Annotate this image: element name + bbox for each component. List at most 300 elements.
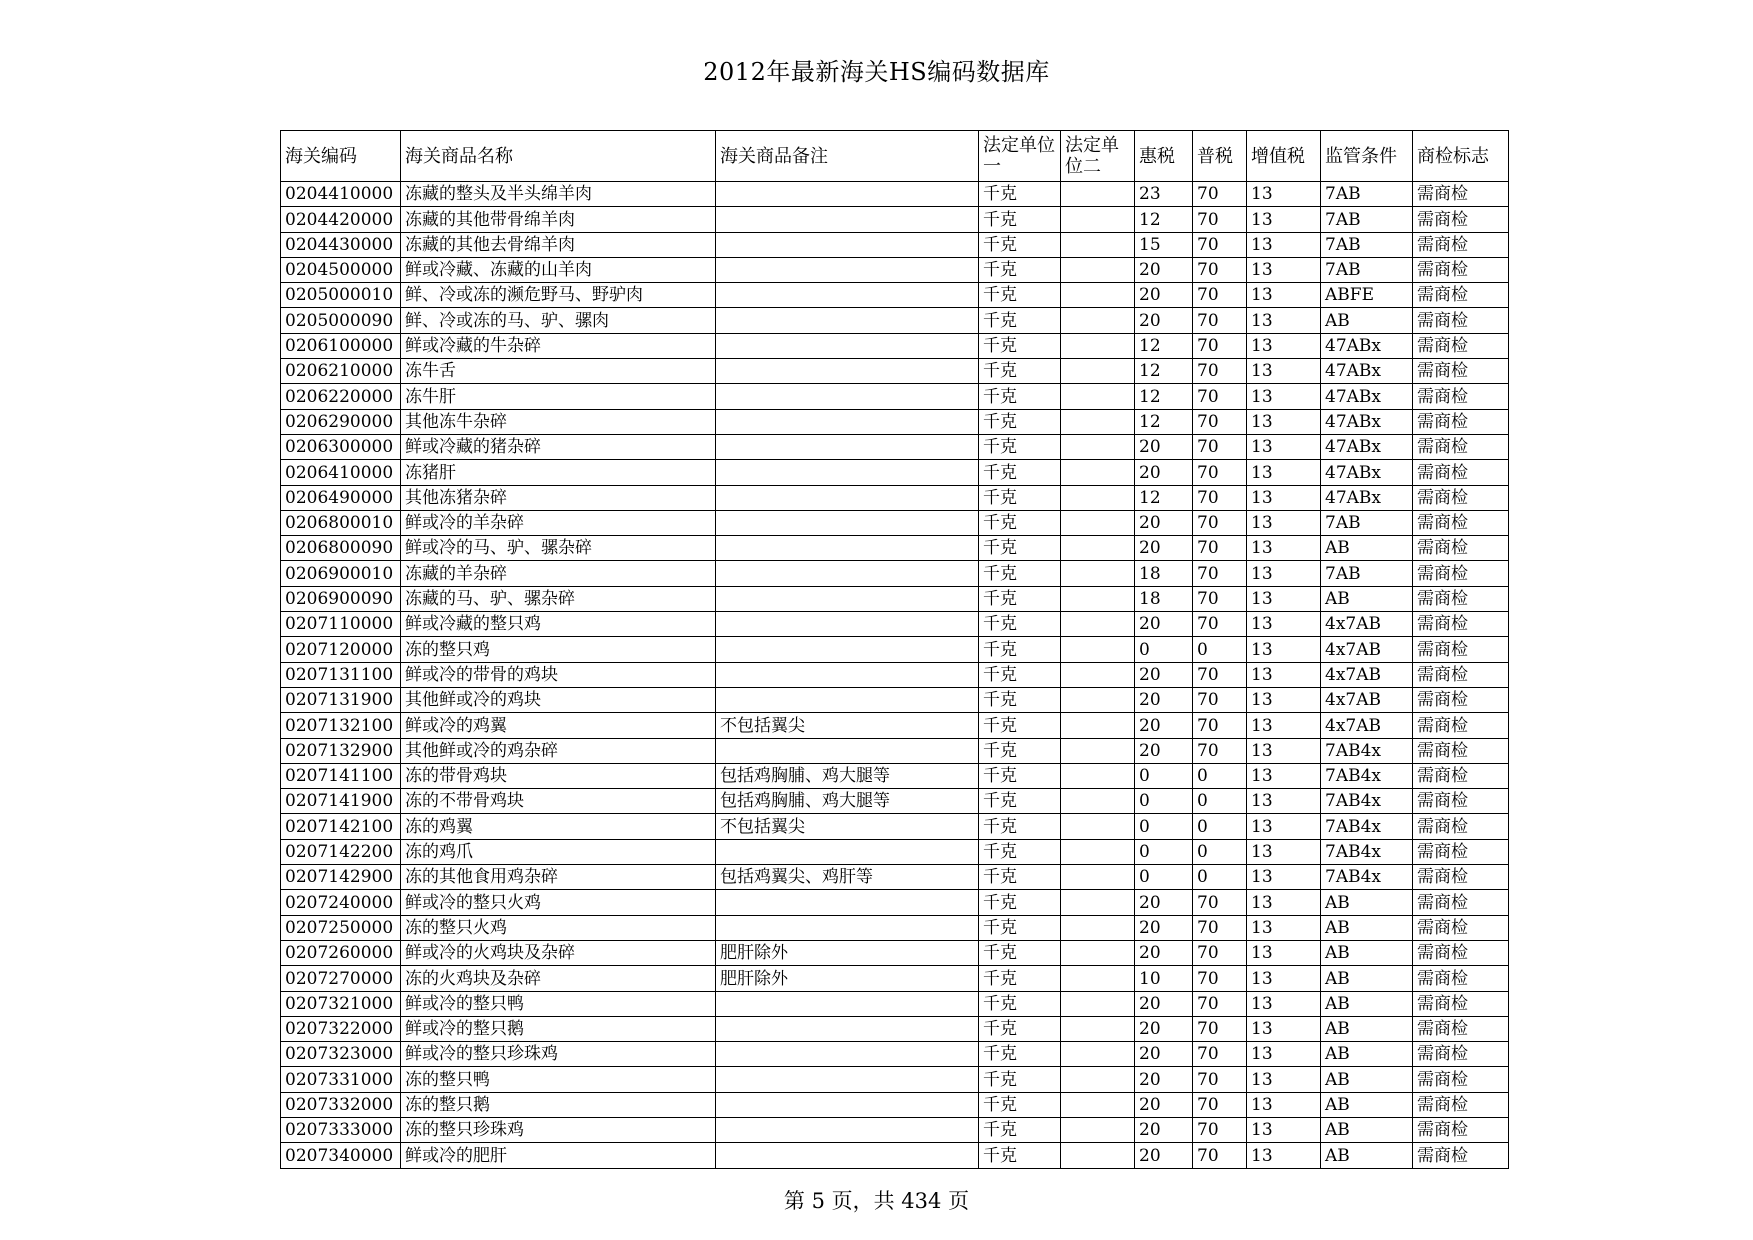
cell-hs-code: 0207132900 [281,738,401,763]
cell-product-name: 其他鲜或冷的鸡块 [401,687,716,712]
cell-product-note [716,409,979,434]
cell-inspection-flag: 需商检 [1413,763,1509,788]
cell-vat: 13 [1247,865,1321,890]
cell-unit-two [1061,434,1135,459]
table-row [281,687,1509,712]
table-row [281,510,1509,535]
cell-general-tax: 70 [1193,890,1247,915]
header-product-name: 海关商品名称 [401,131,716,182]
cell-preferential-tax: 20 [1135,257,1193,282]
cell-general-tax: 70 [1193,966,1247,991]
cell-supervision-conditions: AB [1321,991,1413,1016]
cell-inspection-flag: 需商检 [1413,940,1509,965]
cell-preferential-tax: 12 [1135,207,1193,232]
cell-product-note [716,257,979,282]
table-row [281,333,1509,358]
cell-vat: 13 [1247,1067,1321,1092]
cell-vat: 13 [1247,637,1321,662]
cell-hs-code: 0207110000 [281,612,401,637]
cell-product-name: 鲜、冷或冻的马、驴、骡肉 [401,308,716,333]
cell-vat: 13 [1247,890,1321,915]
cell-preferential-tax: 0 [1135,789,1193,814]
cell-unit-two [1061,839,1135,864]
cell-vat: 13 [1247,409,1321,434]
cell-hs-code: 0207132100 [281,713,401,738]
cell-product-name: 冻的鸡爪 [401,839,716,864]
cell-inspection-flag: 需商检 [1413,586,1509,611]
cell-product-note [716,232,979,257]
table-row [281,789,1509,814]
cell-vat: 13 [1247,713,1321,738]
cell-unit-two [1061,738,1135,763]
cell-general-tax: 70 [1193,1143,1247,1168]
cell-product-note [716,434,979,459]
cell-inspection-flag: 需商检 [1413,890,1509,915]
cell-preferential-tax: 10 [1135,966,1193,991]
header-preferential-tax: 惠税 [1135,131,1193,182]
cell-product-note [716,662,979,687]
cell-inspection-flag: 需商检 [1413,561,1509,586]
header-unit-one: 法定单位一 [979,131,1061,182]
cell-supervision-conditions: ABFE [1321,283,1413,308]
cell-product-name: 鲜或冷的整只鸭 [401,991,716,1016]
cell-hs-code: 0207332000 [281,1092,401,1117]
cell-preferential-tax: 0 [1135,814,1193,839]
cell-vat: 13 [1247,1042,1321,1067]
cell-inspection-flag: 需商检 [1413,384,1509,409]
cell-product-name: 冻的整只鹅 [401,1092,716,1117]
cell-product-note: 包括鸡胸脯、鸡大腿等 [716,789,979,814]
cell-inspection-flag: 需商检 [1413,1016,1509,1041]
cell-unit-one: 千克 [979,1092,1061,1117]
cell-general-tax: 70 [1193,283,1247,308]
cell-inspection-flag: 需商检 [1413,359,1509,384]
cell-inspection-flag: 需商检 [1413,966,1509,991]
cell-inspection-flag: 需商检 [1413,662,1509,687]
cell-product-note: 不包括翼尖 [716,713,979,738]
table-row [281,257,1509,282]
cell-inspection-flag: 需商检 [1413,257,1509,282]
cell-product-note [716,384,979,409]
table-row [281,713,1509,738]
cell-general-tax: 0 [1193,789,1247,814]
cell-product-name: 其他冻猪杂碎 [401,485,716,510]
cell-general-tax: 70 [1193,409,1247,434]
cell-vat: 13 [1247,283,1321,308]
cell-product-note [716,1143,979,1168]
table-body [281,182,1509,1169]
cell-product-note [716,738,979,763]
cell-supervision-conditions: AB [1321,1092,1413,1117]
cell-hs-code: 0207131100 [281,662,401,687]
cell-general-tax: 70 [1193,1067,1247,1092]
cell-general-tax: 70 [1193,485,1247,510]
cell-vat: 13 [1247,536,1321,561]
cell-unit-two [1061,536,1135,561]
cell-inspection-flag: 需商检 [1413,687,1509,712]
cell-unit-one: 千克 [979,536,1061,561]
cell-unit-one: 千克 [979,940,1061,965]
cell-unit-two [1061,207,1135,232]
cell-general-tax: 70 [1193,434,1247,459]
cell-unit-two [1061,460,1135,485]
cell-supervision-conditions: 47ABx [1321,359,1413,384]
cell-product-name: 冻的整只鸡 [401,637,716,662]
cell-vat: 13 [1247,1117,1321,1142]
cell-product-name: 其他鲜或冷的鸡杂碎 [401,738,716,763]
cell-general-tax: 70 [1193,687,1247,712]
cell-supervision-conditions: 7AB [1321,182,1413,207]
cell-unit-one: 千克 [979,662,1061,687]
cell-hs-code: 0206800090 [281,536,401,561]
table-row [281,1067,1509,1092]
cell-inspection-flag: 需商检 [1413,1067,1509,1092]
cell-unit-two [1061,561,1135,586]
cell-preferential-tax: 20 [1135,460,1193,485]
cell-general-tax: 70 [1193,460,1247,485]
table-row [281,763,1509,788]
cell-product-note [716,1067,979,1092]
table-row [281,561,1509,586]
table-row [281,738,1509,763]
cell-hs-code: 0207333000 [281,1117,401,1142]
cell-unit-one: 千克 [979,915,1061,940]
cell-preferential-tax: 20 [1135,915,1193,940]
cell-unit-one: 千克 [979,1016,1061,1041]
cell-product-note [716,182,979,207]
cell-unit-two [1061,333,1135,358]
cell-inspection-flag: 需商检 [1413,182,1509,207]
cell-supervision-conditions: 4x7AB [1321,662,1413,687]
cell-unit-two [1061,915,1135,940]
header-unit-two: 法定单位二 [1061,131,1135,182]
cell-supervision-conditions: AB [1321,586,1413,611]
cell-unit-one: 千克 [979,333,1061,358]
cell-unit-two [1061,1143,1135,1168]
cell-product-note [716,915,979,940]
cell-unit-two [1061,586,1135,611]
cell-hs-code: 0207260000 [281,940,401,965]
cell-unit-one: 千克 [979,283,1061,308]
cell-inspection-flag: 需商检 [1413,308,1509,333]
cell-supervision-conditions: 4x7AB [1321,637,1413,662]
cell-unit-one: 千克 [979,409,1061,434]
cell-unit-one: 千克 [979,434,1061,459]
cell-product-note [716,1092,979,1117]
cell-supervision-conditions: 4x7AB [1321,713,1413,738]
cell-hs-code: 0207142900 [281,865,401,890]
table-row [281,283,1509,308]
cell-general-tax: 70 [1193,586,1247,611]
table-row [281,232,1509,257]
table-row [281,915,1509,940]
table-row [281,409,1509,434]
cell-general-tax: 70 [1193,991,1247,1016]
cell-general-tax: 70 [1193,1042,1247,1067]
cell-unit-one: 千克 [979,789,1061,814]
cell-general-tax: 70 [1193,333,1247,358]
header-hs-code: 海关编码 [281,131,401,182]
cell-supervision-conditions: 47ABx [1321,434,1413,459]
cell-inspection-flag: 需商检 [1413,839,1509,864]
cell-hs-code: 0207240000 [281,890,401,915]
cell-product-note [716,359,979,384]
cell-preferential-tax: 12 [1135,359,1193,384]
table-row [281,1143,1509,1168]
cell-product-note [716,510,979,535]
cell-unit-one: 千克 [979,232,1061,257]
cell-hs-code: 0207142100 [281,814,401,839]
cell-product-name: 鲜或冷的肥肝 [401,1143,716,1168]
cell-general-tax: 70 [1193,207,1247,232]
table-row [281,966,1509,991]
table-row [281,1117,1509,1142]
cell-hs-code: 0206900090 [281,586,401,611]
table-row [281,865,1509,890]
cell-unit-two [1061,713,1135,738]
cell-general-tax: 70 [1193,308,1247,333]
table-row [281,308,1509,333]
table-row [281,485,1509,510]
cell-product-note [716,207,979,232]
cell-product-name: 鲜或冷的带骨的鸡块 [401,662,716,687]
cell-unit-two [1061,308,1135,333]
cell-inspection-flag: 需商检 [1413,434,1509,459]
cell-preferential-tax: 20 [1135,1016,1193,1041]
cell-hs-code: 0204410000 [281,182,401,207]
table-row [281,460,1509,485]
cell-unit-one: 千克 [979,738,1061,763]
cell-vat: 13 [1247,991,1321,1016]
cell-unit-one: 千克 [979,763,1061,788]
cell-vat: 13 [1247,308,1321,333]
cell-vat: 13 [1247,763,1321,788]
cell-product-note: 包括鸡翼尖、鸡肝等 [716,865,979,890]
cell-preferential-tax: 20 [1135,1042,1193,1067]
cell-hs-code: 0205000090 [281,308,401,333]
cell-unit-one: 千克 [979,865,1061,890]
cell-preferential-tax: 20 [1135,1117,1193,1142]
cell-general-tax: 70 [1193,940,1247,965]
cell-hs-code: 0207270000 [281,966,401,991]
cell-preferential-tax: 20 [1135,283,1193,308]
table-row [281,890,1509,915]
cell-vat: 13 [1247,1092,1321,1117]
cell-inspection-flag: 需商检 [1413,333,1509,358]
cell-supervision-conditions: AB [1321,1042,1413,1067]
cell-preferential-tax: 20 [1135,991,1193,1016]
cell-product-name: 冻的鸡翼 [401,814,716,839]
cell-product-name: 鲜或冷藏的牛杂碎 [401,333,716,358]
cell-general-tax: 70 [1193,738,1247,763]
cell-preferential-tax: 20 [1135,662,1193,687]
cell-supervision-conditions: AB [1321,1143,1413,1168]
cell-product-note [716,485,979,510]
cell-general-tax: 70 [1193,182,1247,207]
table-row [281,662,1509,687]
cell-inspection-flag: 需商检 [1413,713,1509,738]
cell-preferential-tax: 20 [1135,713,1193,738]
cell-product-name: 冻牛舌 [401,359,716,384]
header-general-tax: 普税 [1193,131,1247,182]
header-vat: 增值税 [1247,131,1321,182]
cell-supervision-conditions: 7AB [1321,207,1413,232]
table-row [281,814,1509,839]
cell-unit-two [1061,1092,1135,1117]
table-header-row [281,131,1509,182]
cell-unit-one: 千克 [979,966,1061,991]
cell-vat: 13 [1247,586,1321,611]
cell-supervision-conditions: 47ABx [1321,485,1413,510]
cell-preferential-tax: 18 [1135,561,1193,586]
cell-inspection-flag: 需商检 [1413,991,1509,1016]
cell-unit-two [1061,1042,1135,1067]
cell-product-name: 其他冻牛杂碎 [401,409,716,434]
cell-supervision-conditions: 47ABx [1321,460,1413,485]
cell-preferential-tax: 20 [1135,687,1193,712]
cell-inspection-flag: 需商检 [1413,232,1509,257]
cell-inspection-flag: 需商检 [1413,1117,1509,1142]
cell-vat: 13 [1247,1016,1321,1041]
cell-supervision-conditions: AB [1321,890,1413,915]
cell-unit-two [1061,510,1135,535]
cell-hs-code: 0207323000 [281,1042,401,1067]
cell-product-name: 鲜或冷的整只鹅 [401,1016,716,1041]
table-row [281,207,1509,232]
cell-supervision-conditions: AB [1321,966,1413,991]
cell-unit-two [1061,257,1135,282]
cell-supervision-conditions: 7AB4x [1321,839,1413,864]
header-product-note: 海关商品备注 [716,131,979,182]
cell-product-name: 冻牛肝 [401,384,716,409]
table-row [281,612,1509,637]
cell-product-name: 冻的整只珍珠鸡 [401,1117,716,1142]
cell-unit-two [1061,485,1135,510]
cell-supervision-conditions: 7AB4x [1321,814,1413,839]
cell-supervision-conditions: AB [1321,536,1413,561]
cell-inspection-flag: 需商检 [1413,510,1509,535]
cell-product-name: 鲜或冷藏、冻藏的山羊肉 [401,257,716,282]
cell-product-name: 冻的不带骨鸡块 [401,789,716,814]
cell-unit-two [1061,1067,1135,1092]
cell-vat: 13 [1247,1143,1321,1168]
cell-preferential-tax: 0 [1135,763,1193,788]
cell-general-tax: 0 [1193,763,1247,788]
cell-vat: 13 [1247,839,1321,864]
cell-preferential-tax: 20 [1135,510,1193,535]
cell-preferential-tax: 20 [1135,536,1193,561]
cell-supervision-conditions: 7AB [1321,561,1413,586]
cell-supervision-conditions: 4x7AB [1321,612,1413,637]
hs-code-table [280,130,1509,1169]
cell-hs-code: 0207120000 [281,637,401,662]
cell-unit-one: 千克 [979,637,1061,662]
cell-product-note [716,612,979,637]
cell-hs-code: 0206290000 [281,409,401,434]
cell-unit-one: 千克 [979,1143,1061,1168]
cell-general-tax: 0 [1193,637,1247,662]
cell-product-name: 冻的整只鸭 [401,1067,716,1092]
cell-general-tax: 70 [1193,561,1247,586]
cell-unit-one: 千克 [979,384,1061,409]
cell-unit-one: 千克 [979,991,1061,1016]
cell-inspection-flag: 需商检 [1413,1042,1509,1067]
cell-vat: 13 [1247,561,1321,586]
cell-inspection-flag: 需商检 [1413,865,1509,890]
cell-product-note [716,283,979,308]
cell-general-tax: 70 [1193,1016,1247,1041]
cell-preferential-tax: 0 [1135,839,1193,864]
cell-product-note [716,1042,979,1067]
cell-product-name: 冻藏的其他去骨绵羊肉 [401,232,716,257]
cell-product-note: 肥肝除外 [716,966,979,991]
cell-hs-code: 0207322000 [281,1016,401,1041]
cell-unit-two [1061,865,1135,890]
cell-unit-two [1061,687,1135,712]
cell-preferential-tax: 12 [1135,333,1193,358]
cell-vat: 13 [1247,359,1321,384]
cell-hs-code: 0206900010 [281,561,401,586]
cell-general-tax: 0 [1193,839,1247,864]
cell-vat: 13 [1247,257,1321,282]
cell-vat: 13 [1247,333,1321,358]
cell-inspection-flag: 需商检 [1413,485,1509,510]
table-row [281,434,1509,459]
cell-inspection-flag: 需商检 [1413,789,1509,814]
cell-product-note [716,561,979,586]
cell-unit-two [1061,814,1135,839]
cell-supervision-conditions: AB [1321,915,1413,940]
cell-supervision-conditions: 7AB [1321,510,1413,535]
cell-unit-one: 千克 [979,359,1061,384]
cell-unit-two [1061,662,1135,687]
cell-vat: 13 [1247,510,1321,535]
cell-unit-one: 千克 [979,713,1061,738]
cell-product-note [716,890,979,915]
cell-inspection-flag: 需商检 [1413,283,1509,308]
cell-hs-code: 0206800010 [281,510,401,535]
cell-hs-code: 0206490000 [281,485,401,510]
cell-preferential-tax: 20 [1135,890,1193,915]
table-row [281,839,1509,864]
table-row [281,1016,1509,1041]
cell-unit-two [1061,1117,1135,1142]
cell-hs-code: 0204420000 [281,207,401,232]
cell-unit-two [1061,1016,1135,1041]
cell-hs-code: 0206100000 [281,333,401,358]
cell-general-tax: 0 [1193,865,1247,890]
cell-product-name: 冻猪肝 [401,460,716,485]
cell-product-name: 冻的带骨鸡块 [401,763,716,788]
cell-unit-two [1061,384,1135,409]
cell-vat: 13 [1247,207,1321,232]
cell-vat: 13 [1247,738,1321,763]
cell-general-tax: 70 [1193,662,1247,687]
cell-product-name: 鲜或冷的火鸡块及杂碎 [401,940,716,965]
cell-vat: 13 [1247,485,1321,510]
cell-hs-code: 0207141900 [281,789,401,814]
cell-preferential-tax: 20 [1135,1092,1193,1117]
table-row [281,940,1509,965]
cell-unit-one: 千克 [979,308,1061,333]
cell-product-name: 冻的整只火鸡 [401,915,716,940]
cell-general-tax: 70 [1193,536,1247,561]
cell-vat: 13 [1247,232,1321,257]
cell-product-note [716,536,979,561]
cell-product-note: 包括鸡胸脯、鸡大腿等 [716,763,979,788]
cell-hs-code: 0207141100 [281,763,401,788]
cell-hs-code: 0205000010 [281,283,401,308]
